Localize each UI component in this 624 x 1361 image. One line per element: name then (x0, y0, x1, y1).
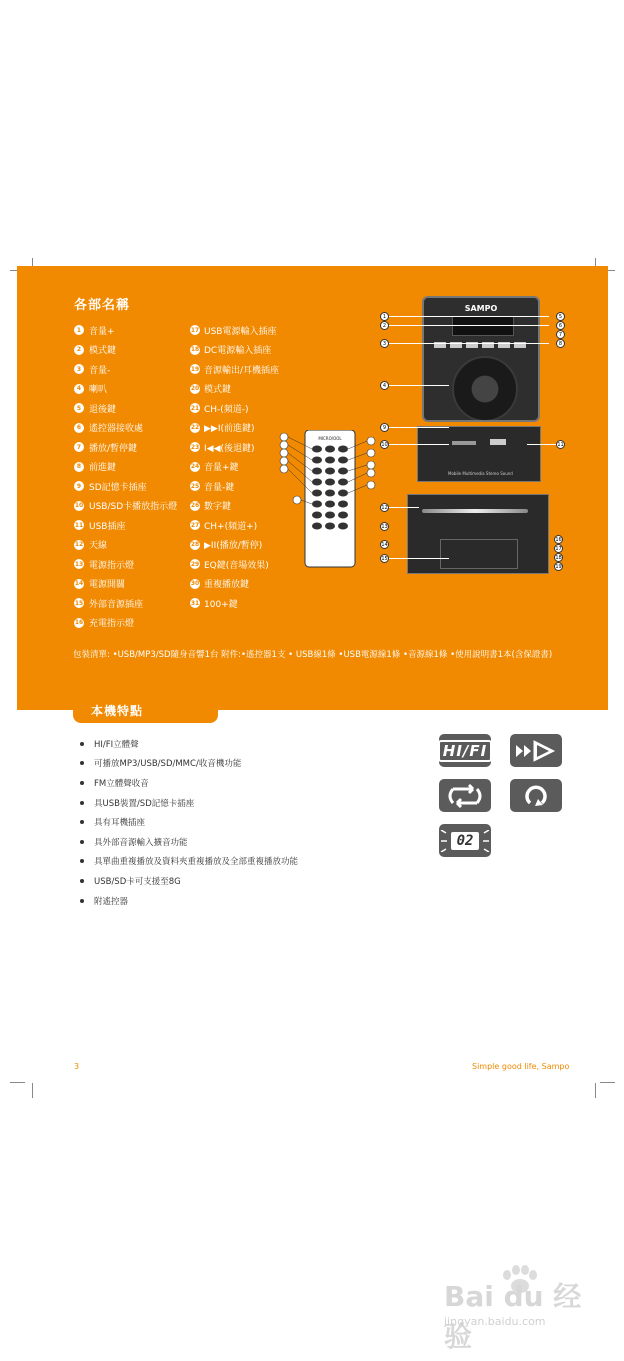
callout-1: 1 (380, 312, 389, 321)
part-item (74, 595, 143, 611)
part-label: 重複播放鍵 (204, 580, 250, 590)
footer-slogan: Simple good life, Sampo (472, 1062, 570, 1071)
part-label: USB插座 (89, 521, 126, 532)
part-label: 天線 (89, 541, 108, 551)
side-panel-text: Mobile Multimedia Stereo Sound (448, 471, 513, 476)
callout-18: 18 (555, 554, 562, 561)
part-label: ▶II(播放/暫停) (204, 541, 263, 551)
side-panel-usb-sd-illustration (417, 426, 541, 482)
part-item (190, 576, 249, 592)
part-label: CH-(頻道-) (204, 404, 249, 415)
bullet-icon (80, 899, 84, 903)
callout-2: 2 (380, 321, 389, 330)
part-number: 24 (190, 463, 200, 470)
package-contents: 包裝清單: •USB/MP3/SD隨身音響1台 附件:•遙控器1支 • USB線1條 •USB電源線1條 •音源線1條 •使用說明書1本(含保證書) (73, 650, 553, 660)
crop-mark (600, 1082, 615, 1083)
watermark-url: jingyan.baidu.com (444, 1315, 546, 1328)
speaker-front-illustration (422, 296, 540, 422)
part-label: DC電源輸入插座 (204, 346, 272, 356)
part-label: 喇叭 (89, 385, 108, 395)
callout-line (389, 343, 549, 344)
crop-mark (595, 1083, 596, 1098)
feature-item (80, 852, 298, 872)
part-item (74, 361, 110, 377)
feature-text: HI/FI立體聲 (94, 739, 139, 750)
feature-text: 具外部音源輸入擴音功能 (94, 837, 188, 848)
part-number: 26 (190, 502, 200, 509)
part-item (74, 576, 125, 592)
part-item (190, 517, 257, 533)
part-number: 31 (190, 599, 200, 607)
part-number: 21 (190, 404, 200, 412)
bullet-icon (80, 859, 84, 863)
feature-text: 可播放MP3/USB/SD/MMC/收音機功能 (94, 759, 242, 770)
part-item (190, 556, 269, 572)
part-label: USB/SD卡播放指示燈 (89, 502, 178, 512)
callout-14: 14 (381, 541, 388, 548)
part-label: 音量+鍵 (204, 463, 239, 473)
feature-item (80, 871, 298, 891)
feature-item (80, 773, 298, 793)
part-label: 音量- (89, 365, 111, 376)
part-number: 27 (190, 521, 200, 529)
sd-slot (452, 441, 476, 445)
back-controls (440, 539, 518, 569)
part-number: 7 (74, 442, 84, 452)
brand-logo: SAMPO (464, 304, 498, 313)
part-number: 10 (74, 502, 84, 509)
part-label: ▶▶I(前進鍵) (204, 424, 255, 434)
part-number: 25 (190, 482, 200, 490)
part-item (190, 342, 271, 358)
page-number: 3 (74, 1062, 80, 1071)
callout-9: 9 (380, 423, 389, 432)
bullet-icon (80, 820, 84, 824)
part-item (74, 381, 107, 397)
part-number: 29 (190, 560, 200, 568)
part-label: 音量-鍵 (204, 482, 235, 493)
callout-16: 16 (555, 536, 562, 543)
part-item (190, 420, 255, 436)
feature-text: USB/SD卡可支援至8G (94, 876, 181, 887)
part-number: 5 (74, 403, 84, 413)
feature-item (80, 891, 298, 911)
part-label: EQ鍵(音場效果) (204, 560, 269, 571)
part-item (74, 556, 134, 572)
callout-line (389, 385, 449, 386)
part-number: 11 (74, 521, 84, 529)
part-number: 12 (74, 541, 84, 548)
callout-17: 17 (555, 545, 562, 552)
part-item (74, 459, 116, 475)
part-label: 前進鍵 (89, 463, 117, 473)
callout-line (389, 507, 419, 508)
part-label: 電源開關 (89, 580, 126, 590)
hifi-icon-text: HI/FI (438, 740, 492, 762)
hifi-icon (439, 734, 491, 767)
part-number: 14 (74, 580, 84, 587)
features-list (80, 734, 298, 910)
watermark-logo: Bai du 经验 (444, 1280, 582, 1353)
callout-4: 4 (380, 381, 389, 390)
part-number: 22 (190, 424, 200, 431)
feature-text: FM立體聲收音 (94, 778, 149, 789)
part-number: 1 (74, 325, 84, 335)
part-label: CH+(頻道+) (204, 521, 258, 532)
display-counter-value: 02 (451, 832, 480, 850)
feature-text: 具USB裝置/SD記憶卡插座 (94, 798, 195, 809)
crop-mark (32, 1083, 33, 1098)
part-number: 2 (74, 345, 84, 355)
part-label: I◀◀(後退鍵) (204, 443, 255, 454)
part-item (74, 498, 177, 514)
part-number: 20 (190, 385, 200, 392)
feature-text: 附遙控器 (94, 896, 129, 907)
callout-line (389, 427, 449, 428)
part-label: 外部音源插座 (89, 599, 144, 610)
feature-text: 具有耳機插座 (94, 818, 146, 829)
display-rays-left (440, 830, 448, 852)
part-label: 100+鍵 (204, 599, 238, 610)
display-rays-right (482, 830, 490, 852)
part-label: 數字鍵 (204, 502, 232, 512)
callout-line (389, 444, 449, 445)
bullet-icon (80, 840, 84, 844)
part-item (190, 478, 234, 494)
part-item (190, 537, 262, 553)
parts-panel (17, 266, 608, 710)
feature-item (80, 832, 298, 852)
callout-12: 12 (381, 504, 388, 511)
bullet-icon (80, 761, 84, 765)
part-label: 電源指示燈 (89, 560, 135, 571)
part-item (74, 342, 116, 358)
antenna (422, 509, 528, 513)
callout-10: 10 (381, 441, 388, 448)
part-item (74, 322, 115, 338)
part-number: 23 (190, 443, 200, 451)
part-item (74, 439, 137, 455)
callout-8: 8 (556, 339, 565, 348)
part-item (190, 498, 231, 514)
part-label: 音源輸出/耳機插座 (204, 365, 280, 376)
part-item (190, 400, 249, 416)
part-label: 播放/暫停鍵 (89, 443, 138, 454)
part-number: 19 (190, 365, 200, 373)
part-item (74, 400, 116, 416)
part-label: 退後鍵 (89, 404, 117, 415)
feature-item (80, 754, 298, 774)
part-number: 9 (74, 481, 84, 491)
part-number: 16 (74, 619, 84, 626)
part-label: 模式鍵 (204, 385, 232, 395)
watermark (444, 1265, 594, 1353)
part-number: 17 (190, 326, 200, 334)
part-item (190, 322, 276, 338)
part-number: 30 (190, 580, 200, 587)
bullet-icon (80, 781, 84, 785)
callout-11: 11 (557, 441, 564, 448)
repeat-one-icon (510, 779, 562, 812)
remote-control-illustration (279, 430, 383, 570)
bullet-icon (80, 879, 84, 883)
part-label: USB電源輸入插座 (204, 326, 277, 337)
display-counter-icon (439, 824, 491, 857)
part-item (74, 478, 147, 494)
callout-19: 19 (555, 563, 562, 570)
bullet-icon (80, 801, 84, 805)
feature-text: 具單曲重複播放及資料夾重複播放及全部重複播放功能 (94, 857, 299, 868)
remote-label: MICRO/OOL (318, 436, 342, 441)
part-item (74, 517, 125, 533)
part-item (190, 439, 255, 455)
part-item (190, 459, 239, 475)
callout-5: 5 (556, 312, 565, 321)
callout-3: 3 (380, 339, 389, 348)
display-screen (452, 316, 514, 336)
feature-item (80, 734, 298, 754)
crop-mark (10, 1082, 25, 1083)
usb-slot (490, 439, 506, 445)
callout-7: 7 (556, 330, 565, 339)
part-label: 模式鍵 (89, 346, 117, 356)
callout-13: 13 (381, 523, 388, 530)
speaker-grille (452, 356, 518, 422)
callout-line (389, 316, 549, 317)
back-panel-illustration (407, 494, 549, 574)
part-label: 遙控器接收處 (89, 424, 144, 434)
part-item (190, 361, 279, 377)
part-number: 13 (74, 560, 84, 568)
part-item (74, 420, 143, 436)
part-item (74, 537, 107, 553)
part-number: 8 (74, 462, 84, 472)
part-item (190, 381, 231, 397)
feature-item (80, 812, 298, 832)
callout-6: 6 (556, 321, 565, 330)
part-number: 3 (74, 364, 84, 374)
part-item (190, 595, 238, 611)
callout-line (389, 325, 549, 326)
part-number: 4 (74, 384, 84, 394)
part-number: 6 (74, 423, 84, 433)
part-number: 28 (190, 541, 200, 548)
part-label: SD記憶卡插座 (89, 482, 147, 493)
part-number: 18 (190, 346, 200, 353)
part-label: 音量+ (89, 326, 115, 337)
callout-line (527, 444, 557, 445)
repeat-all-icon (439, 779, 491, 812)
bullet-icon (80, 742, 84, 746)
features-title: 本機特點 (73, 697, 218, 723)
callout-line (389, 558, 449, 559)
parts-title: 各部名稱 (74, 298, 131, 313)
feature-item (80, 793, 298, 813)
part-label: 充電指示燈 (89, 619, 135, 629)
part-item (74, 615, 134, 631)
callout-15: 15 (381, 555, 388, 562)
fast-forward-play-icon (510, 734, 562, 767)
part-number: 15 (74, 599, 84, 607)
